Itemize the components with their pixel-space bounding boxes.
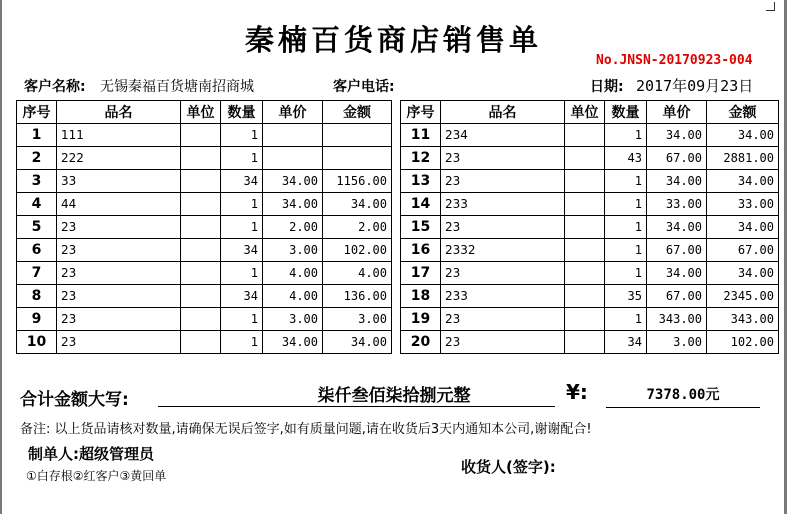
document-title: 秦楠百货商店销售单 — [244, 23, 542, 57]
col-header-unit: 单位 — [181, 101, 221, 124]
row-no: 17 — [401, 262, 441, 285]
row-qty: 43 — [605, 147, 647, 170]
total-words-value: 柒仟叁佰柒拾捌元整 — [317, 386, 471, 406]
row-name: 222 — [57, 147, 181, 170]
row-unit — [181, 124, 221, 147]
row-name: 44 — [57, 193, 181, 216]
row-unit — [181, 262, 221, 285]
remarks-note: 备注: 以上货品请核对数量,请确保无误后签字,如有质量问题,请在收货后3天内通知本公司,谢谢配合! — [20, 422, 592, 437]
row-qty: 35 — [605, 285, 647, 308]
row-no: 16 — [401, 239, 441, 262]
row-price: 34.00 — [647, 124, 707, 147]
table-row — [401, 331, 779, 354]
row-price: 2.00 — [263, 216, 323, 239]
row-amount: 34.00 — [323, 331, 392, 354]
total-words-label: 合计金额大写: — [20, 390, 129, 410]
row-price: 34.00 — [647, 216, 707, 239]
table-header-row — [401, 101, 779, 124]
yen-label: ¥: — [566, 380, 588, 404]
table-row — [401, 262, 779, 285]
row-price: 33.00 — [647, 193, 707, 216]
total-amount: 7378.00元 — [646, 387, 720, 403]
row-name: 111 — [57, 124, 181, 147]
row-unit — [181, 216, 221, 239]
row-price: 34.00 — [263, 331, 323, 354]
row-unit — [565, 308, 605, 331]
table-row — [17, 239, 392, 262]
row-price: 67.00 — [647, 239, 707, 262]
row-amount: 34.00 — [707, 262, 779, 285]
row-unit — [565, 331, 605, 354]
row-price: 34.00 — [263, 170, 323, 193]
row-amount: 343.00 — [707, 308, 779, 331]
row-price: 34.00 — [647, 170, 707, 193]
row-no: 20 — [401, 331, 441, 354]
table-row — [401, 124, 779, 147]
table-row — [17, 331, 392, 354]
row-name: 23 — [57, 331, 181, 354]
row-qty: 1 — [221, 193, 263, 216]
row-unit — [565, 285, 605, 308]
row-no: 10 — [17, 331, 57, 354]
customer-name-label: 客户名称: — [24, 79, 86, 95]
row-no: 5 — [17, 216, 57, 239]
row-no: 3 — [17, 170, 57, 193]
row-qty: 1 — [605, 239, 647, 262]
col-header-unit: 单位 — [565, 101, 605, 124]
date-label: 日期: — [590, 79, 624, 95]
table-row — [17, 124, 392, 147]
row-name: 33 — [57, 170, 181, 193]
row-unit — [565, 170, 605, 193]
row-no: 15 — [401, 216, 441, 239]
row-price: 34.00 — [647, 262, 707, 285]
row-unit — [565, 239, 605, 262]
row-no: 13 — [401, 170, 441, 193]
row-name: 23 — [57, 262, 181, 285]
row-no: 19 — [401, 308, 441, 331]
row-price: 3.00 — [647, 331, 707, 354]
row-name: 23 — [441, 262, 565, 285]
row-name: 23 — [441, 170, 565, 193]
row-qty: 34 — [221, 170, 263, 193]
row-name: 23 — [441, 308, 565, 331]
row-amount: 2.00 — [323, 216, 392, 239]
col-header-qty: 数量 — [605, 101, 647, 124]
row-amount: 2345.00 — [707, 285, 779, 308]
row-name: 23 — [441, 147, 565, 170]
row-unit — [565, 216, 605, 239]
table-row — [17, 308, 392, 331]
row-qty: 1 — [605, 124, 647, 147]
row-amount: 2881.00 — [707, 147, 779, 170]
row-amount: 34.00 — [707, 216, 779, 239]
row-no: 4 — [17, 193, 57, 216]
table-row — [17, 147, 392, 170]
row-amount: 136.00 — [323, 285, 392, 308]
row-no: 12 — [401, 147, 441, 170]
row-unit — [181, 285, 221, 308]
row-no: 9 — [17, 308, 57, 331]
col-header-name: 品名 — [441, 101, 565, 124]
col-header-no: 序号 — [401, 101, 441, 124]
row-qty: 34 — [221, 239, 263, 262]
table-header-row — [17, 101, 392, 124]
row-qty: 1 — [221, 124, 263, 147]
row-qty: 34 — [605, 331, 647, 354]
copies-note: ①白存根②红客户③黄回单 — [26, 469, 167, 483]
customer-phone-label: 客户电话: — [333, 79, 395, 95]
items-table-right — [400, 100, 779, 354]
row-unit — [181, 308, 221, 331]
maker-label: 制单人: — [28, 445, 79, 463]
row-name: 23 — [441, 216, 565, 239]
row-amount: 3.00 — [323, 308, 392, 331]
row-name: 23 — [57, 308, 181, 331]
col-header-amount: 金额 — [707, 101, 779, 124]
row-price: 3.00 — [263, 239, 323, 262]
table-row — [17, 285, 392, 308]
row-qty: 1 — [221, 147, 263, 170]
page-corner-mark — [766, 2, 775, 11]
row-no: 7 — [17, 262, 57, 285]
row-name: 234 — [441, 124, 565, 147]
maker-field — [28, 443, 154, 464]
row-no: 1 — [17, 124, 57, 147]
table-row — [17, 262, 392, 285]
table-row — [401, 239, 779, 262]
table-row — [17, 170, 392, 193]
page-left-edge — [0, 0, 2, 514]
items-table-left — [16, 100, 392, 354]
row-qty: 1 — [221, 308, 263, 331]
row-price: 4.00 — [263, 285, 323, 308]
row-qty: 1 — [221, 216, 263, 239]
row-name: 2332 — [441, 239, 565, 262]
row-amount: 34.00 — [707, 170, 779, 193]
row-qty: 1 — [221, 331, 263, 354]
row-unit — [181, 331, 221, 354]
row-name: 23 — [57, 216, 181, 239]
row-unit — [181, 239, 221, 262]
table-row — [401, 216, 779, 239]
table-row — [401, 193, 779, 216]
table-row — [17, 193, 392, 216]
row-amount: 102.00 — [323, 239, 392, 262]
row-price — [263, 124, 323, 147]
row-qty: 1 — [605, 308, 647, 331]
row-price: 34.00 — [263, 193, 323, 216]
row-amount: 1156.00 — [323, 170, 392, 193]
maker-name: 超级管理员 — [79, 445, 155, 463]
customer-name-value: 无锡秦福百货塘南招商城 — [100, 79, 254, 95]
row-price: 67.00 — [647, 285, 707, 308]
row-name: 233 — [441, 193, 565, 216]
receiver-signature-label: 收货人(签字): — [461, 458, 556, 476]
row-name: 23 — [57, 239, 181, 262]
row-amount: 34.00 — [323, 193, 392, 216]
row-no: 18 — [401, 285, 441, 308]
row-unit — [565, 262, 605, 285]
row-price: 3.00 — [263, 308, 323, 331]
row-no: 8 — [17, 285, 57, 308]
row-amount: 34.00 — [707, 124, 779, 147]
row-amount: 33.00 — [707, 193, 779, 216]
row-no: 2 — [17, 147, 57, 170]
row-no: 11 — [401, 124, 441, 147]
row-qty: 1 — [605, 216, 647, 239]
row-amount — [323, 124, 392, 147]
row-unit — [565, 193, 605, 216]
col-header-price: 单价 — [647, 101, 707, 124]
col-header-price: 单价 — [263, 101, 323, 124]
col-header-name: 品名 — [57, 101, 181, 124]
col-header-amount: 金额 — [323, 101, 392, 124]
row-qty: 1 — [605, 262, 647, 285]
row-price: 4.00 — [263, 262, 323, 285]
row-amount: 102.00 — [707, 331, 779, 354]
row-name: 233 — [441, 285, 565, 308]
table-row — [401, 170, 779, 193]
row-unit — [181, 170, 221, 193]
row-unit — [565, 147, 605, 170]
col-header-no: 序号 — [17, 101, 57, 124]
row-unit — [181, 147, 221, 170]
col-header-qty: 数量 — [221, 101, 263, 124]
row-price: 67.00 — [647, 147, 707, 170]
row-unit — [565, 124, 605, 147]
row-qty: 1 — [605, 170, 647, 193]
row-name: 23 — [57, 285, 181, 308]
row-name: 23 — [441, 331, 565, 354]
total-words-underline — [158, 406, 555, 407]
row-price: 343.00 — [647, 308, 707, 331]
row-qty: 34 — [221, 285, 263, 308]
row-no: 14 — [401, 193, 441, 216]
total-amount-underline — [606, 407, 760, 408]
row-qty: 1 — [605, 193, 647, 216]
table-row — [17, 216, 392, 239]
row-unit — [181, 193, 221, 216]
document-number: No.JNSN-20170923-004 — [596, 53, 753, 68]
table-row — [401, 285, 779, 308]
date-value: 2017年09月23日 — [636, 77, 754, 95]
table-row — [401, 147, 779, 170]
row-amount: 67.00 — [707, 239, 779, 262]
row-price — [263, 147, 323, 170]
table-row — [401, 308, 779, 331]
row-amount: 4.00 — [323, 262, 392, 285]
row-amount — [323, 147, 392, 170]
row-qty: 1 — [221, 262, 263, 285]
row-no: 6 — [17, 239, 57, 262]
